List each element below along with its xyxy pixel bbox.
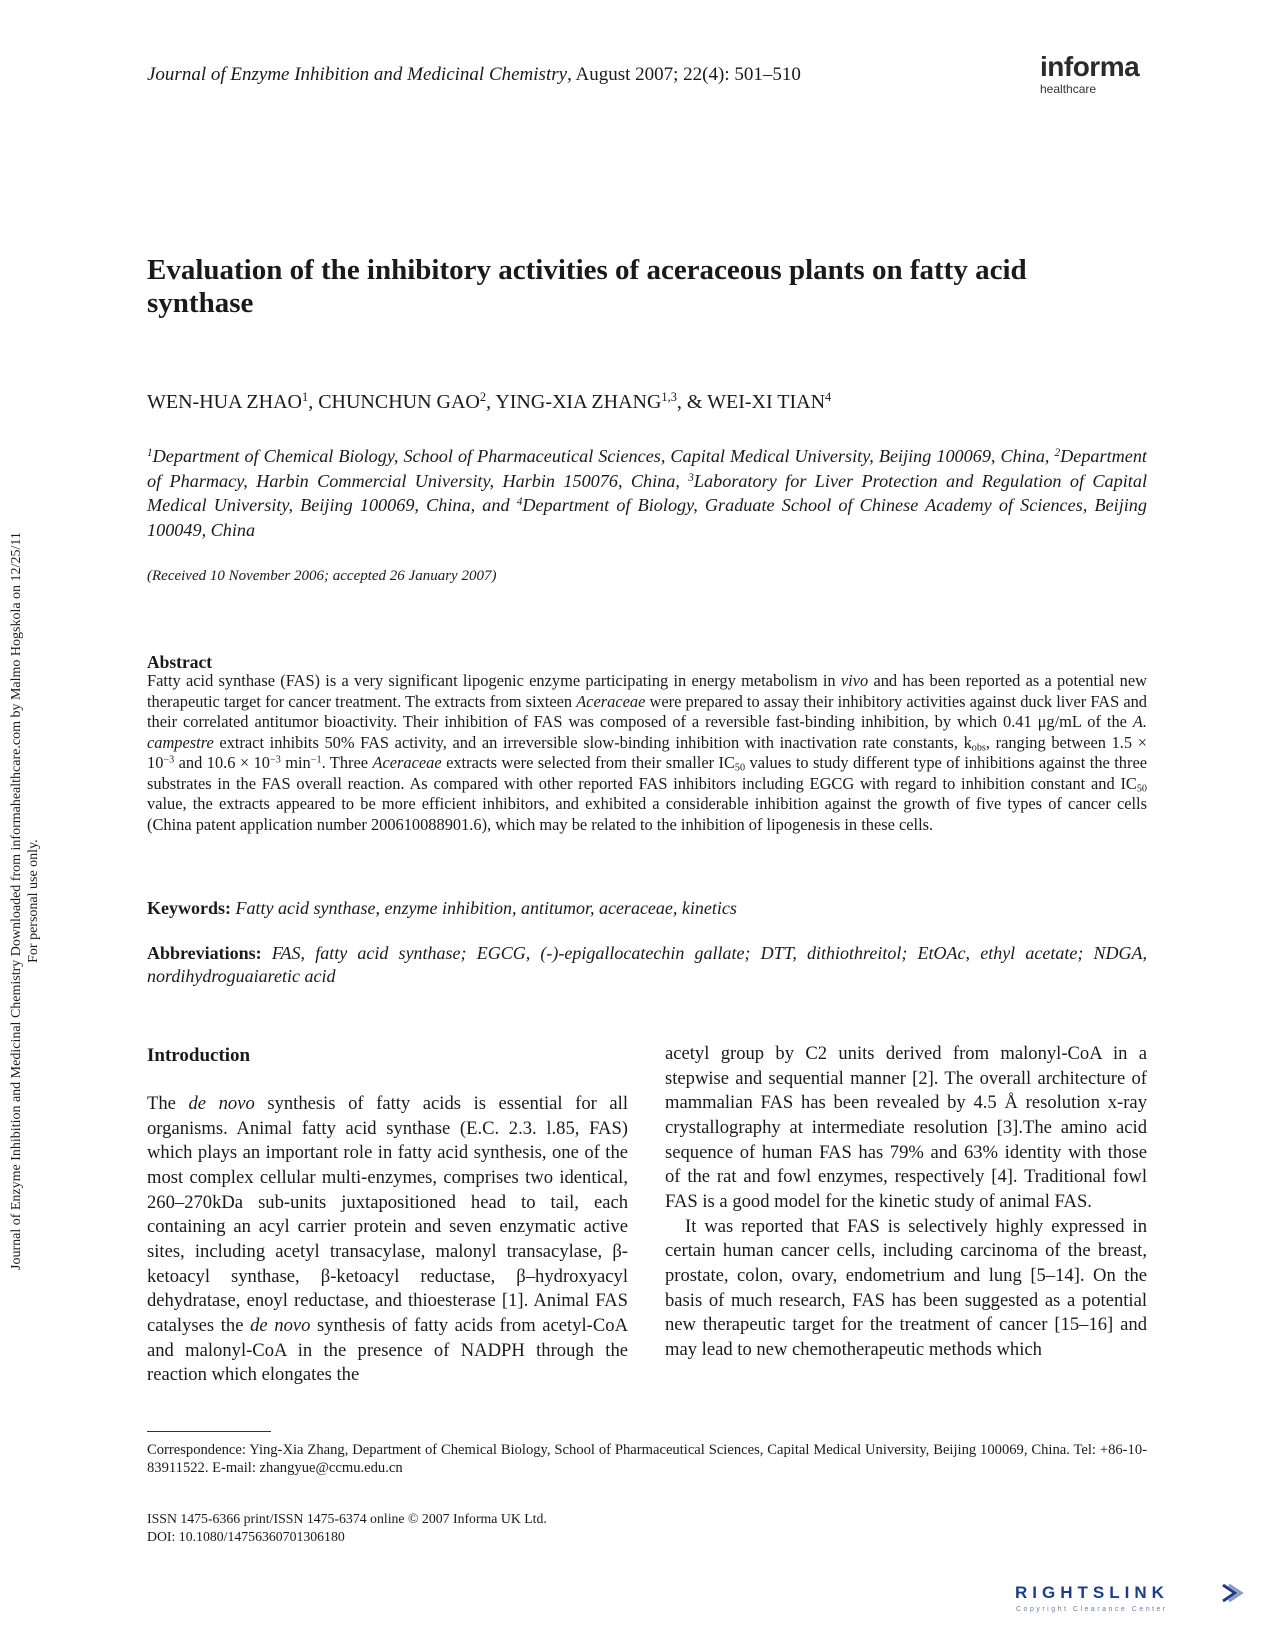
journal-name: Journal of Enzyme Inhibition and Medicinal Chemistry [147, 64, 568, 85]
doi-line: DOI: 10.1080/14756360701306180 [147, 1529, 345, 1544]
introduction-paragraph [147, 1092, 628, 1388]
issn-doi-block [147, 1510, 547, 1546]
abstract-body [147, 671, 1147, 835]
affiliation-number: 3 [688, 471, 694, 484]
abstract-italic: A. campestre [147, 712, 1147, 752]
received-dates: (Received 10 November 2006; accepted 26 January 2007) [147, 568, 497, 584]
correspondence-footnote: Correspondence: Ying-Xia Zhang, Department of Chemical Biology, School of Pharmaceutical Sciences, Capital Medical University, Beijing 100069, China. Tel: +86-10-83911522. E-mail: zhangyue@ccmu.edu.cn [147, 1442, 1147, 1476]
abstract-superscript: −1 [310, 754, 322, 766]
abstract-text: and has been reported as a potential new therapeutic target for cancer treatment. The extracts from sixteen [147, 671, 1147, 711]
rightslink-logo [1015, 1580, 1250, 1616]
abstract-superscript: −3 [163, 754, 175, 766]
introduction-heading: Introduction [147, 1045, 251, 1066]
author-name: WEN-HUA ZHAO [147, 391, 302, 413]
affiliation-text: Department of Biology, Graduate School of Chinese Academy of Sciences, Beijing 100049, China [147, 495, 1147, 540]
keywords-value: Fatty acid synthase, enzyme inhibition, antitumor, aceraceae, kinetics [235, 898, 737, 918]
rightslink-arrow-icon [1223, 1585, 1241, 1601]
abbreviations-label: Abbreviations: [147, 943, 262, 963]
introduction-right-column [665, 1042, 1147, 1363]
paper-title: Evaluation of the inhibitory activities of aceraceous plants on fatty acid synthase [147, 254, 1027, 319]
download-stamp-line2: For personal use only. [26, 839, 41, 963]
body-text: synthesis of fatty acids is essential for all organisms. Animal fatty acid synthase (E.C. 2.3. l.85, FAS) which plays an important role in fatty acid synthesis, one of the most complex cellular multi-enzymes, comprises two identical, 260–270kDa sub-units juxtapositioned head to tail, each containing an acyl carrier protein and seven enzymatic active sites, including acetyl transacylase, malonyl transacylase, β-ketoacyl synthase, β-ketoacyl reductase, β–hydroxyacyl dehydratase, enoyl reductase, and thioesterase [1]. Animal FAS catalyses the [147, 1093, 628, 1336]
body-italic: de novo [250, 1314, 311, 1336]
abstract-italic: Aceraceae [576, 691, 646, 711]
publisher-brand: informa [1040, 51, 1140, 82]
abstract-subscript: 50 [1136, 783, 1147, 795]
author-list [147, 391, 831, 414]
affiliation-number: 2 [1054, 446, 1061, 459]
author-separator: , & [676, 391, 708, 413]
journal-issue: , August 2007; 22(4): 501–510 [567, 64, 801, 85]
abbreviations-value: FAS, fatty acid synthase; EGCG, (-)-epigallocatechin gallate; DTT, dithiothreitol; EtOAc, ethyl acetate; NDGA, nordihydroguaiaretic acid [147, 943, 1148, 986]
author-separator: , [486, 391, 496, 413]
abstract-text: min [280, 753, 311, 772]
author-affiliation-marker: 1 [301, 390, 309, 405]
affiliation-text: Laboratory for Liver Protection and Regulation of Capital Medical University, Beijing 100069, China, and [147, 470, 1148, 515]
abstract-text: Fatty acid synthase (FAS) is a very significant lipogenic enzyme participating in energy metabolism in [147, 671, 841, 690]
keywords [147, 897, 1147, 920]
footnote-divider [147, 1431, 271, 1432]
abstract-text: , ranging between 1.5 × 10 [147, 732, 1147, 772]
affiliation-number: 1 [147, 446, 153, 459]
author-separator: , [308, 391, 319, 413]
affiliations [147, 444, 1147, 542]
rightslink-brand: RIGHTSLINK [1015, 1583, 1169, 1602]
author-name: YING-XIA ZHANG [495, 391, 662, 413]
affiliation-text: Department of Chemical Biology, School of Pharmaceutical Sciences, Capital Medical University, Beijing 100069, China, [152, 446, 1055, 466]
abstract-text: value, the extracts appeared to be more efficient inhibitors, and exhibited a considerable inhibition against the growth of five types of cancer cells (China patent application number 200610088901.6), which may be related to the inhibition of lipogenesis in these cells. [147, 794, 1147, 834]
introduction-paragraph: It was reported that FAS is selectively highly expressed in certain human cancer cells, including carcinoma of the breast, prostate, colon, ovary, endometrium and lung [5–14]. On the basis of much research, FAS has been suggested as a potential new therapeutic target for the treatment of cancer [15–16] and may lead to new chemotherapeutic methods which [665, 1215, 1147, 1360]
journal-citation [147, 64, 801, 86]
abstract-subscript: obs [971, 742, 986, 754]
affiliation-text: Department of Pharmacy, Harbin Commercial University, Harbin 150076, China, [147, 446, 1147, 491]
body-text: synthesis of fatty acids from acetyl-CoA and malonyl-CoA in the presence of NADPH through the reaction which elongates the [147, 1314, 628, 1386]
download-stamp-line1: Journal of Enzyme Inhibition and Medicinal Chemistry Downloaded from informahealthcare.com by Malmo Hogskola on 12/25/11 [9, 532, 24, 1270]
introduction-paragraph: acetyl group by C2 units derived from malonyl-CoA in a stepwise and sequential manner [2]. The overall architecture of mammalian FAS has been revealed by 4.5 Å resolution x-ray crystallography at intermediate resolution [3].The amino acid sequence of human FAS has 79% and 63% identity with those of the rat and fowl enzymes, respectively [4]. Traditional fowl FAS is a good model for the kinetic study of animal FAS. [665, 1043, 1147, 1212]
author-affiliation-marker: 4 [825, 390, 832, 405]
body-italic: de novo [188, 1093, 255, 1114]
abstract-text: values to study different type of inhibitions against the three substrates in the FAS overall reaction. As compared with other reported FAS inhibitors including EGCG with regard to inhibition constant and IC [147, 753, 1148, 793]
abstract-text: . Three [321, 753, 373, 772]
keywords-label: Keywords: [147, 898, 231, 918]
affiliation-number: 4 [516, 495, 523, 508]
abstract-italic: Aceraceae [372, 753, 442, 772]
issn-line: ISSN 1475-6366 print/ISSN 1475-6374 online © 2007 Informa UK Ltd. [147, 1511, 547, 1526]
abbreviations [147, 942, 1147, 988]
download-stamp [8, 532, 42, 1270]
author-affiliation-marker: 2 [479, 390, 487, 405]
abstract-text: extracts were selected from their smaller IC [441, 753, 735, 772]
rightslink-tagline: Copyright Clearance Center [1016, 1606, 1168, 1613]
abstract-heading: Abstract [147, 652, 213, 672]
abstract-subscript: 50 [734, 762, 746, 774]
publisher-subbrand: healthcare [1040, 82, 1097, 96]
introduction-left-column [147, 1092, 628, 1388]
publisher-logo [1040, 52, 1190, 96]
abstract-italic: vivo [840, 671, 869, 690]
author-affiliation-marker: 1,3 [661, 390, 677, 405]
abstract-text: were prepared to assay their inhibitory activities against duck liver FAS and their correlated antitumor bioactivity. Their inhibition of FAS was composed of a reversible fast-binding inhibition, by which 0.41 μg/mL of the [147, 691, 1147, 731]
abstract-superscript: −3 [269, 754, 281, 766]
author-name: WEI-XI TIAN [707, 391, 826, 413]
author-name: CHUNCHUN GAO [318, 391, 480, 413]
abstract-text: extract inhibits 50% FAS activity, and an irreversible slow-binding inhibition with inactivation rate constants, k [213, 732, 972, 752]
abstract-text: and 10.6 × 10 [174, 753, 270, 772]
body-text: The [147, 1093, 189, 1114]
